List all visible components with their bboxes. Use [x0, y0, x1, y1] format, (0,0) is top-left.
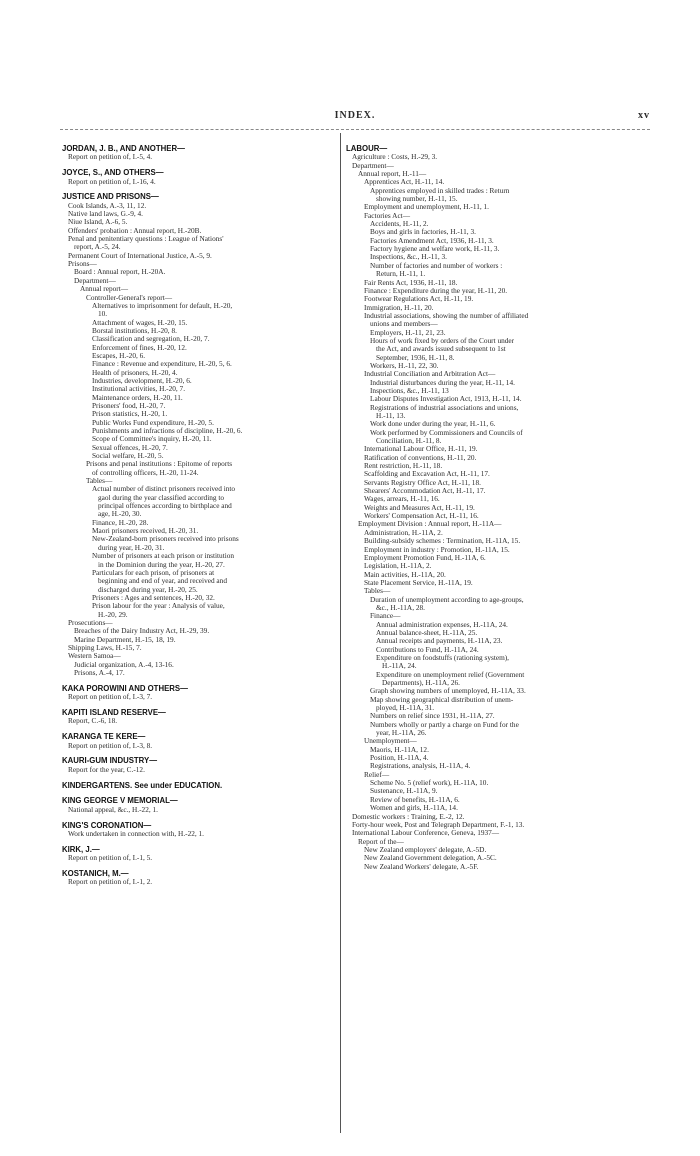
- index-entry: Prison statistics, H.-20, 1.: [92, 409, 168, 419]
- index-entry: Cook Islands, A.-3, 11, 12.: [68, 200, 147, 210]
- index-entry: Sustenance, H.-11A, 9.: [370, 786, 438, 796]
- index-entry: Prosecutions—: [68, 617, 113, 627]
- index-entry: Industrial associations, showing the number of affiliated: [364, 310, 529, 320]
- index-entry: Labour Disputes Investigation Act, 1913, H.-11, 14.: [370, 394, 522, 404]
- page-title: INDEX.: [334, 110, 376, 121]
- index-entry: Prisoners' food, H.-20, 7.: [92, 400, 166, 410]
- index-entry: during year, H.-20, 31.: [98, 542, 165, 552]
- index-entry: Number of prisoners at each prison or institution: [92, 551, 235, 561]
- index-entry: H.-11A, 24.: [382, 661, 417, 671]
- index-heading: KAURI-GUM INDUSTRY—: [62, 756, 158, 766]
- index-entry: Prisoners : Ages and sentences, H.-20, 32.: [92, 592, 215, 602]
- index-entry: Prison labour for the year : Analysis of value,: [92, 601, 225, 611]
- index-entry: Accidents, H.-11, 2.: [370, 219, 429, 229]
- index-entry: Servants Registry Office Act, H.-11, 18.: [364, 477, 481, 487]
- index-entry: New Zealand Workers' delegate, A.-5F.: [364, 861, 479, 871]
- index-entry: Prisons—: [68, 259, 97, 269]
- index-entry: Main activities, H.-11A, 20.: [364, 569, 446, 579]
- index-entry: Employment and unemployment, H.-11, 1.: [364, 202, 489, 212]
- index-heading: KING'S CORONATION—: [62, 820, 152, 830]
- index-entry: Public Works Fund expenditure, H.-20, 5.: [92, 417, 214, 427]
- index-entry: Annual report—: [80, 284, 129, 294]
- index-entry: unions and members—: [370, 319, 438, 329]
- index-entry: Report on petition of, I.-5, 4.: [68, 152, 153, 162]
- index-entry: Report for the year, C.-12.: [68, 764, 145, 774]
- index-heading: JUSTICE AND PRISONS—: [62, 192, 159, 202]
- index-entry: Immigration, H.-11, 20.: [364, 302, 434, 312]
- index-entry: Breaches of the Dairy Industry Act, H.-29, 39.: [74, 626, 210, 636]
- index-entry: Work performed by Commissioners and Councils of: [370, 427, 523, 437]
- index-entry: Report, C.-6, 18.: [68, 716, 118, 726]
- index-entry: Report of the—: [358, 836, 404, 846]
- index-entry: Women and girls, H.-11A, 14.: [370, 803, 458, 813]
- index-entry: Finance—: [370, 611, 401, 621]
- index-entry: Employment in industry : Promotion, H.-11A, 15.: [364, 544, 510, 554]
- index-entry: Maoris, H.-11A, 12.: [370, 744, 429, 754]
- index-column-left: [62, 145, 334, 887]
- index-entry: Scaffolding and Excavation Act, H.-11, 17.: [364, 469, 490, 479]
- index-entry: H.-20, 29.: [98, 609, 128, 619]
- index-entry: Borstal institutions, H.-20, 8.: [92, 325, 177, 335]
- index-entry: age, H.-20, 30.: [98, 509, 142, 519]
- index-entry: Fair Rents Act, 1936, H.-11, 18.: [364, 277, 458, 287]
- index-entry: Unemployment—: [364, 736, 417, 746]
- index-entry: Marine Department, H.-15, 18, 19.: [74, 634, 176, 644]
- index-entry: Registrations of industrial associations and unions,: [370, 402, 519, 412]
- index-entry: New Zealand Government delegation, A.-5C.: [364, 853, 497, 863]
- index-entry: Map showing geographical distribution of unem-: [370, 694, 514, 704]
- index-entry: Review of benefits, H.-11A, 6.: [370, 794, 460, 804]
- index-entry: Industrial disturbances during the year, H.-11, 14.: [370, 377, 515, 387]
- index-entry: Attachment of wages, H.-20, 15.: [92, 317, 188, 327]
- index-entry: the Act, and awards issued subsequent to 1st: [376, 344, 506, 354]
- index-heading: KINDERGARTENS. See under EDUCATION.: [62, 780, 223, 790]
- index-entry: Scheme No. 5 (relief work), H.-11A, 10.: [370, 778, 489, 788]
- index-entry: Institutional activities, H.-20, 7.: [92, 384, 186, 394]
- index-entry: H.-11, 13.: [376, 411, 406, 420]
- index-entry: Penal and penitentiary questions : League of Nations': [68, 234, 224, 244]
- index-entry: Registrations, analysis, H.-11A, 4.: [370, 761, 471, 771]
- index-entry: Industries, development, H.-20, 6.: [92, 375, 192, 385]
- index-entry: State Placement Service, H.-11A, 19.: [364, 577, 473, 587]
- index-entry: Domestic workers : Training, E.-2, 12.: [352, 811, 465, 821]
- index-entry: Factory hygiene and welfare work, H.-11, 3.: [370, 244, 500, 254]
- index-entry: Tables—: [364, 586, 391, 596]
- index-entry: ployed, H.-11A, 31.: [376, 703, 435, 713]
- index-entry: Tables—: [86, 476, 113, 486]
- index-entry: Escapes, H.-20, 6.: [92, 350, 146, 360]
- index-entry: Graph showing numbers of unemployed, H.-11A, 33.: [370, 686, 526, 696]
- index-entry: 10.: [98, 309, 108, 319]
- index-heading: JOYCE, S., AND OTHERS—: [62, 168, 164, 178]
- index-entry: Expenditure on unemployment relief (Government: [376, 669, 525, 679]
- index-entry: Offenders' probation : Annual report, H.-20B.: [68, 225, 202, 235]
- index-entry: Western Samoa—: [68, 651, 121, 661]
- index-entry: year, H.-11A, 26.: [376, 728, 427, 738]
- index-entry: Employers, H.-11, 21, 23.: [370, 327, 446, 337]
- index-entry: Forty-hour week, Post and Telegraph Department, F.-1, 13.: [352, 819, 525, 829]
- index-entry: in the Dominion during the year, H.-20, 27.: [98, 559, 225, 569]
- index-entry: Return, H.-11, 1.: [376, 269, 426, 279]
- index-entry: Maintenance orders, H.-20, 11.: [92, 392, 183, 402]
- index-entry: Contributions to Fund, H.-11A, 24.: [376, 644, 479, 654]
- index-entry: Shearers' Accommodation Act, H.-11, 17.: [364, 486, 486, 496]
- index-entry: Board : Annual report, H.-20A.: [74, 267, 166, 277]
- index-entry: Footwear Regulations Act, H.-11, 19.: [364, 294, 474, 304]
- index-entry: Building-subsidy schemes : Termination, H.-11A, 15.: [364, 536, 521, 546]
- index-entry: Health of prisoners, H.-20, 4.: [92, 367, 178, 377]
- index-entry: beginning and end of year, and received and: [98, 576, 227, 586]
- index-entry: Report on petition of, I.-3, 7.: [68, 692, 153, 702]
- index-entry: of controlling officers, H.-20, 11-24.: [92, 467, 199, 477]
- index-entry: Ratification of conventions, H.-11, 20.: [364, 452, 477, 462]
- index-heading: JORDAN, J. B., AND ANOTHER—: [62, 144, 185, 153]
- index-entry: Niue Island, A.-6, 5.: [68, 217, 128, 227]
- index-entry: &c., H.-11A, 28.: [376, 602, 425, 612]
- index-entry: Particulars for each prison, of prisoners at: [92, 567, 215, 577]
- index-entry: Report on petition of, I.-3, 8.: [68, 740, 153, 750]
- index-entry: International Labour Office, H.-11, 19.: [364, 444, 478, 454]
- index-entry: Number of factories and number of workers :: [370, 260, 503, 270]
- index-entry: Actual number of distinct prisoners received into: [92, 484, 236, 494]
- index-entry: Weights and Measures Act, H.-11, 19.: [364, 502, 475, 512]
- index-heading: KIRK, J.—: [62, 844, 100, 854]
- index-entry: Enforcement of fines, H.-20, 12.: [92, 342, 187, 352]
- index-heading: KING GEORGE V MEMORIAL—: [62, 796, 178, 806]
- index-entry: Factories Amendment Act, 1936, H.-11, 3.: [370, 235, 494, 245]
- index-entry: Wages, arrears, H.-11, 16.: [364, 494, 440, 504]
- index-entry: Hours of work fixed by orders of the Court under: [370, 335, 515, 345]
- index-entry: Social welfare, H.-20, 5.: [92, 451, 164, 461]
- index-entry: Judicial organization, A.-4, 13-16.: [74, 659, 174, 669]
- index-column-right: [346, 145, 650, 871]
- index-entry: Workers' Compensation Act, H.-11, 16.: [364, 511, 479, 521]
- index-entry: Shipping Laws, H.-15, 7.: [68, 642, 142, 652]
- index-entry: International Labour Conference, Geneva, 1937—: [352, 828, 500, 838]
- page-header: [60, 110, 650, 124]
- index-entry: Position, H.-11A, 4.: [370, 753, 429, 763]
- index-entry: gaol during the year classified according to: [98, 492, 225, 502]
- index-heading: LABOUR—: [346, 144, 388, 153]
- index-entry: Finance : Revenue and expenditure, H.-20, 5, 6.: [92, 359, 232, 369]
- index-heading: KARANGA TE KERE—: [62, 732, 146, 742]
- index-entry: Alternatives to imprisonment for default, H.-20,: [92, 300, 233, 310]
- page-number: xv: [638, 110, 650, 121]
- index-entry: Employment Promotion Fund, H.-11A, 6.: [364, 552, 486, 562]
- index-entry: Apprentices Act, H.-11, 14.: [364, 177, 445, 187]
- index-entry: Report on petition of, I.-1, 2.: [68, 877, 153, 887]
- column-divider: [340, 133, 341, 1133]
- index-entry: Rent restriction, H.-11, 18.: [364, 461, 443, 471]
- index-entry: Sexual offences, H.-20, 7.: [92, 442, 168, 452]
- index-entry: Numbers on relief since 1931, H.-11A, 27.: [370, 711, 495, 721]
- index-entry: Report on petition of, I.-16, 4.: [68, 176, 156, 186]
- index-entry: Boys and girls in factories, H.-11, 3.: [370, 227, 476, 237]
- index-entry: Classification and segregation, H.-20, 7.: [92, 334, 210, 344]
- index-entry: Industrial Conciliation and Arbitration Act—: [364, 369, 496, 379]
- index-entry: principal offences according to birthplace and: [98, 501, 232, 511]
- index-entry: Expenditure on foodstuffs (rationing system),: [376, 652, 510, 662]
- index-entry: Annual receipts and payments, H.-11A, 23.: [376, 636, 503, 646]
- index-entry: Inspections, &c., H.-11, 13: [370, 385, 449, 395]
- index-entry: Prisons and penal institutions : Epitome of reports: [86, 459, 233, 469]
- index-entry: Scope of Committee's inquiry, H.-20, 11.: [92, 434, 212, 444]
- index-heading: KAPITI ISLAND RESERVE—: [62, 708, 166, 717]
- index-entry: Duration of unemployment according to age-groups,: [370, 594, 524, 604]
- index-entry: Departments), H.-11A, 26.: [382, 678, 460, 687]
- index-entry: Factories Act—: [364, 210, 411, 220]
- index-entry: Annual balance-sheet, H.-11A, 25.: [376, 627, 478, 637]
- index-entry: Workers, H.-11, 22, 30.: [370, 360, 439, 370]
- index-entry: Finance, H.-20, 28.: [92, 517, 149, 527]
- index-entry: National appeal, &c., H.-22, 1.: [68, 804, 158, 814]
- index-entry: Work done under during the year, H.-11, 6.: [370, 419, 496, 429]
- index-entry: Punishments and infractions of discipline, H.-20, 6.: [92, 426, 243, 435]
- index-entry: September, 1936, H.-11, 8.: [376, 352, 455, 362]
- index-entry: Finance : Expenditure during the year, H.-11, 20.: [364, 285, 508, 295]
- index-entry: Agriculture : Costs, H.-29, 3.: [352, 152, 438, 162]
- index-entry: Department—: [74, 275, 116, 285]
- index-entry: Administration, H.-11A, 2.: [364, 527, 443, 537]
- index-entry: Employment Division : Annual report, H.-11A—: [358, 519, 502, 529]
- index-entry: New-Zealand-born prisoners received into prisons: [92, 534, 239, 544]
- index-entry: Inspections, &c., H.-11, 3.: [370, 252, 447, 262]
- index-heading: KOSTANICH, M.—: [62, 868, 129, 878]
- index-entry: Prisons, A.-4, 17.: [74, 667, 125, 677]
- index-entry: Numbers wholly or partly a charge on Fund for the: [370, 719, 519, 729]
- index-entry: report, A.-5, 24.: [74, 242, 121, 252]
- index-entry: Permanent Court of International Justice, A.-5, 9.: [68, 250, 212, 260]
- index-entry: Legislation, H.-11A, 2.: [364, 561, 432, 571]
- index-entry: Relief—: [364, 769, 390, 779]
- index-entry: Maori prisoners received, H.-20, 31.: [92, 526, 199, 536]
- index-entry: Department—: [352, 160, 394, 170]
- index-entry: Apprentices employed in skilled trades : Return: [370, 185, 510, 195]
- index-entry: showing number, H.-11, 15.: [376, 194, 458, 204]
- index-heading: KAKA POROWINI AND OTHERS—: [62, 683, 188, 693]
- index-entry: Controller-General's report—: [86, 292, 173, 302]
- index-entry: Conciliation, H.-11, 8.: [376, 436, 442, 446]
- index-entry: discharged during year, H.-20, 25.: [98, 584, 198, 594]
- index-entry: Report on petition of, I.-1, 5.: [68, 853, 153, 863]
- index-entry: Annual administration expenses, H.-11A, 24.: [376, 619, 508, 629]
- index-entry: Work undertaken in connection with, H.-22, 1.: [68, 828, 204, 838]
- index-entry: New Zealand employers' delegate, A.-5D.: [364, 844, 487, 854]
- header-rule: [60, 129, 650, 130]
- index-entry: Annual report, H.-11—: [358, 169, 427, 179]
- index-entry: Native land laws, G.-9, 4.: [68, 209, 143, 219]
